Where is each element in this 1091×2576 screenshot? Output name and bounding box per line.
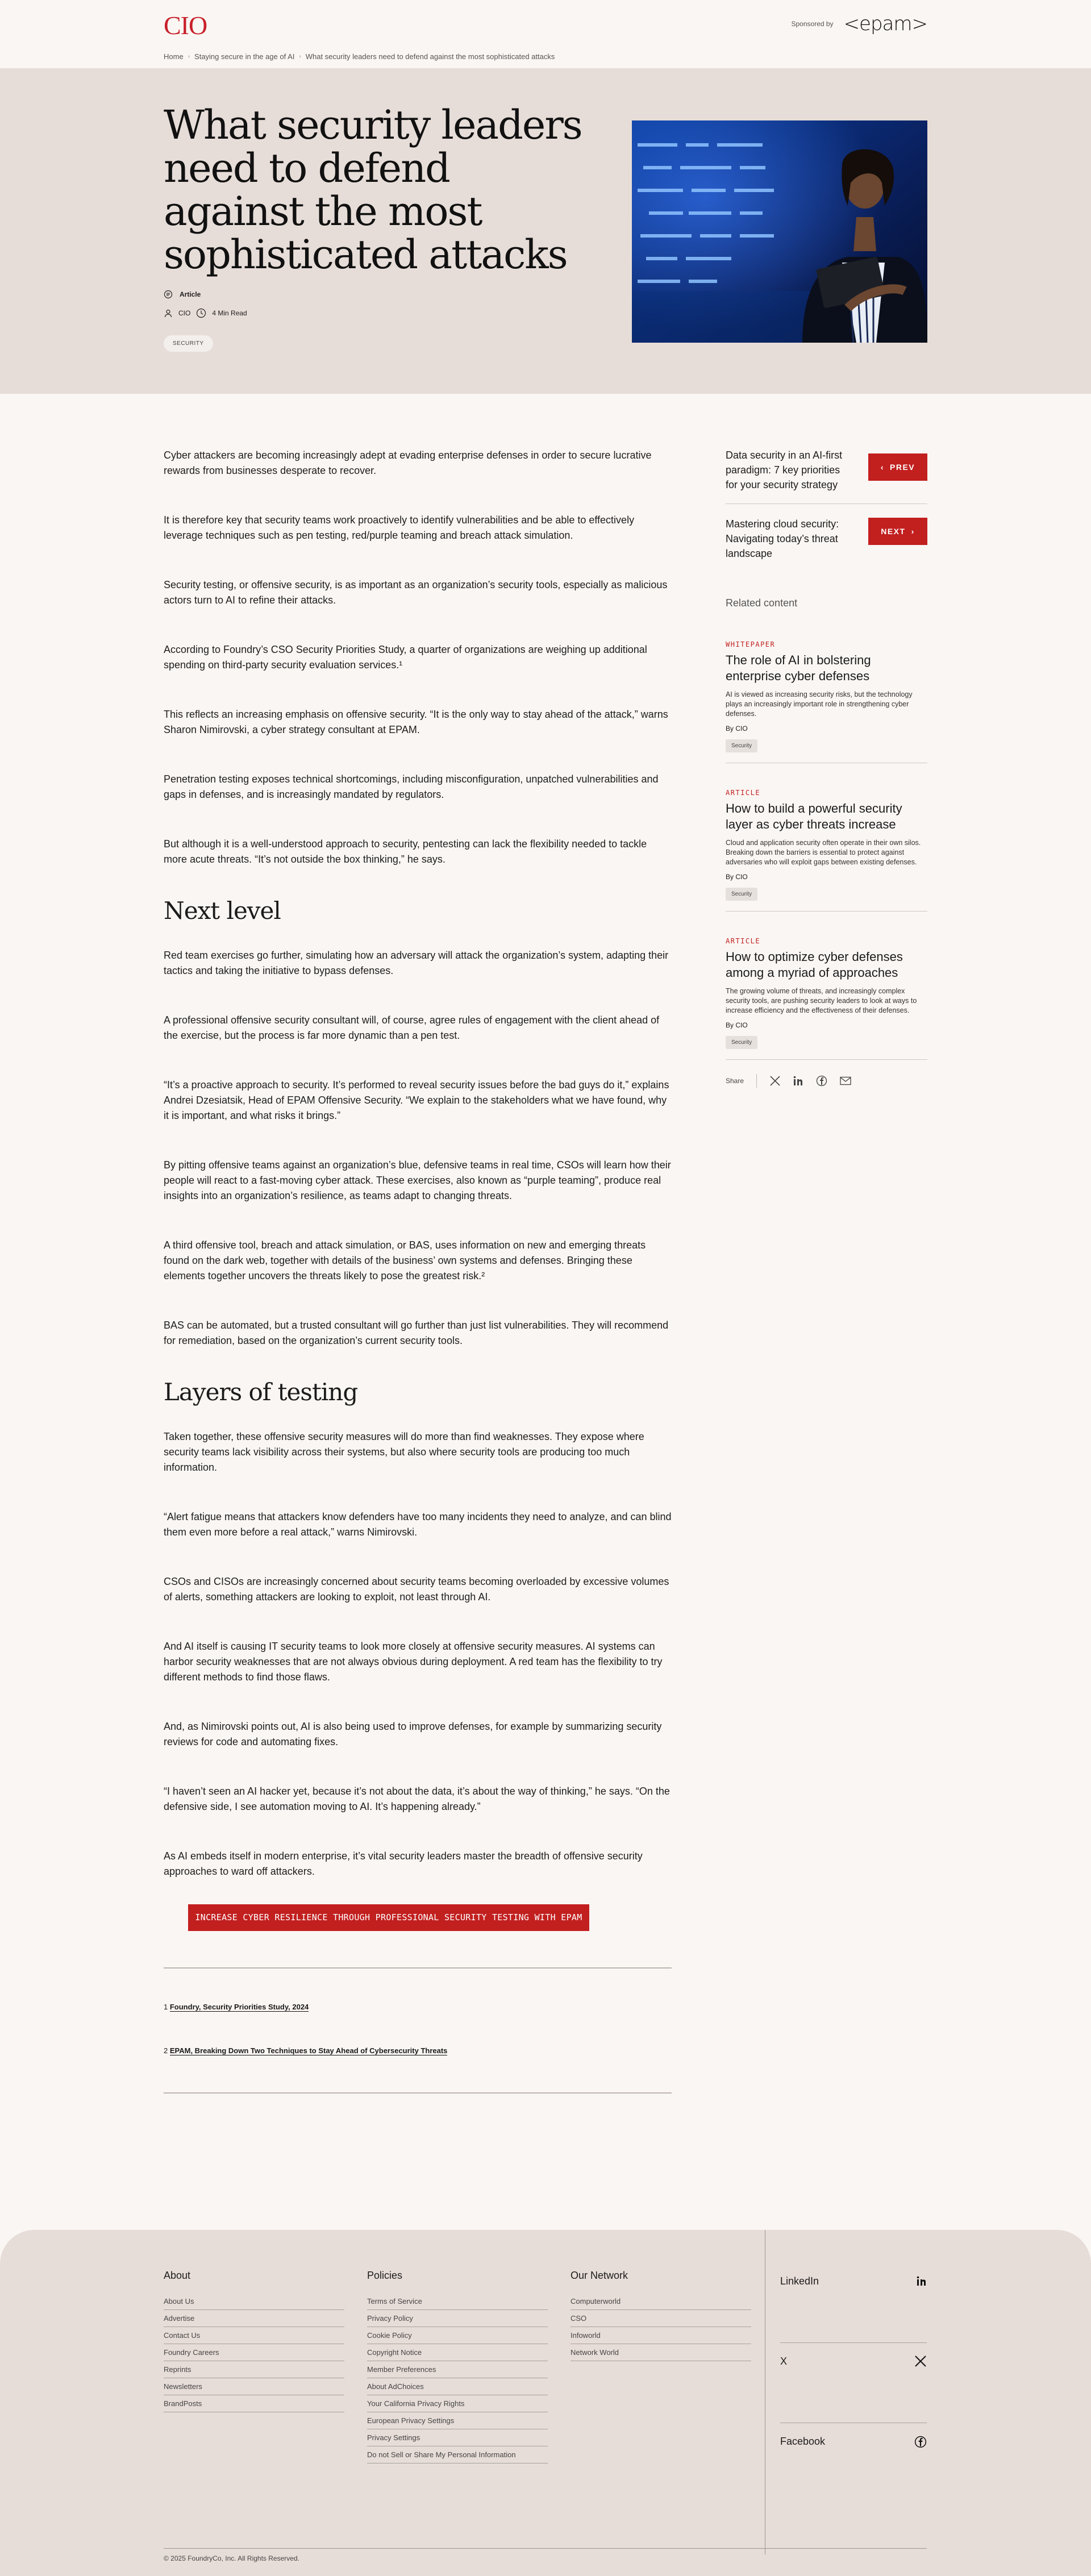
footer-link[interactable]: Network World (571, 2344, 751, 2361)
prev-article (726, 448, 927, 504)
footnote (164, 2046, 672, 2055)
card-description: AI is viewed as increasing security risks, but the technology plays an increasingly important role in strengthening cyber defenses. (726, 690, 913, 718)
author-icon (164, 309, 173, 318)
page-title: What security leaders need to defend against the most sophisticated attacks (164, 102, 582, 278)
footer-heading: About (164, 2270, 191, 2281)
next-article-title[interactable]: Mastering cloud security: Navigating today’s threat landscape (726, 518, 839, 559)
article-icon (164, 290, 173, 299)
divider (164, 1967, 672, 1969)
hero-image (632, 120, 927, 343)
card-byline: By CIO (726, 725, 748, 733)
footnote (164, 2003, 672, 2011)
footer-link[interactable]: Newsletters (164, 2378, 344, 2395)
footer-network (571, 2270, 751, 2463)
paragraph: “It’s a proactive approach to security. It’s performed to reveal security issues before the bad guys do it,” explains Andrei Dzesiatsik, Head of EPAM Offensive Security. “We explain to the stakeholders what we have found, why it is important, and what risks it brings.” (164, 1079, 669, 1121)
related-card[interactable] (726, 640, 927, 763)
server-room-illustration (632, 120, 927, 343)
footer-link[interactable]: Reprints (164, 2361, 344, 2378)
paragraph: CSOs and CISOs are increasingly concerned about security teams becoming overloaded by excessive volumes of alerts, something attackers are looking to exploit, not least through AI. (164, 1576, 669, 1603)
card-tag[interactable]: Security (726, 888, 757, 901)
chevron-right-icon: › (299, 53, 301, 60)
footer-link[interactable]: European Privacy Settings (367, 2412, 548, 2429)
card-kind: ARTICLE (726, 937, 761, 945)
paragraph: “I haven’t seen an AI hacker yet, because it’s not about the data, it’s about the way of thinking,” he says. “On the defensive side, I see automation moving to AI. It’s happening already.” (164, 1786, 670, 1812)
divider (164, 2092, 672, 2094)
linkedin-icon (917, 2276, 927, 2286)
card-byline: By CIO (726, 873, 748, 881)
cta-button[interactable]: INCREASE CYBER RESILIENCE THROUGH PROFESSIONAL SECURITY TESTING WITH EPAM (188, 1904, 589, 1931)
paragraph: Security testing, or offensive security, is as important as an organization’s security tools, especially as malicious actors turn to AI to refine their attacks. (164, 579, 668, 606)
card-kind: WHITEPAPER (726, 640, 776, 648)
prev-button[interactable] (868, 453, 927, 481)
section-heading: Next level (164, 897, 281, 925)
paragraph: As AI embeds itself in modern enterprise, it’s vital security leaders master the breadth of offensive security approaches to ward off attackers. (164, 1850, 643, 1877)
footer-link[interactable]: About Us (164, 2293, 344, 2310)
paragraph: It is therefore key that security teams work proactively to identify vulnerabilities and be able to effectively leverage techniques such as pen testing, red/purple teaming and breach attack simulation. (164, 514, 635, 541)
breadcrumb-collection[interactable]: Staying secure in the age of AI (194, 52, 295, 61)
chevron-right-icon: › (188, 53, 190, 60)
footer-link[interactable]: Terms of Service (367, 2293, 548, 2310)
content-type-label: Article (180, 290, 201, 298)
footer-policies (367, 2270, 548, 2463)
divider (756, 1074, 757, 1088)
paragraph: A professional offensive security consultant will, of course, agree rules of engagement with the client ahead of the exercise, but the process is far more dynamic than a pen test. (164, 1014, 660, 1041)
footer-link[interactable]: Cookie Policy (367, 2327, 548, 2344)
breadcrumb-current: What security leaders need to defend against the most sophisticated attacks (305, 52, 555, 61)
mail-icon[interactable] (840, 1076, 851, 1085)
chevron-left-icon: ‹ (880, 463, 885, 472)
paragraph: But although it is a well-understood approach to security, pentesting can lack the flexibility needed to tackle more acute threats. “It’s not outside the box thinking,” he says. (164, 838, 647, 865)
footer-link[interactable]: BrandPosts (164, 2395, 344, 2412)
footnote-number: 1 (164, 2003, 168, 2011)
paragraph: And, as Nimirovski points out, AI is also being used to improve defenses, for example by summarizing security reviews for code and automating fixes. (164, 1721, 662, 1747)
paragraph: “Alert fatigue means that attackers know defenders have too many incidents they need to analyze, and can blind them even more before a real attack,” warns Nimirovski. (164, 1511, 672, 1538)
footer-social (780, 2263, 927, 2503)
card-byline: By CIO (726, 1021, 748, 1029)
prev-label: PREV (890, 463, 915, 472)
x-icon[interactable] (769, 1075, 781, 1087)
card-description: Cloud and application security often operate in their own silos. Breaking down the barriers is essential to protect against adversaries who will exploit gaps between existing defenses. (726, 839, 921, 866)
content-type (164, 290, 201, 299)
breadcrumb (164, 44, 927, 68)
footnote-link[interactable]: EPAM, Breaking Down Two Techniques to Stay Ahead of Cybersecurity Threats (169, 2046, 448, 2055)
read-time: 4 Min Read (212, 309, 247, 317)
footer-link[interactable]: Do not Sell or Share My Personal Information (367, 2446, 548, 2463)
footer-heading: Our Network (571, 2270, 628, 2281)
related-card[interactable] (726, 789, 927, 912)
footer-link[interactable]: CSO (571, 2310, 751, 2327)
social-x[interactable] (780, 2343, 927, 2423)
footnote-number: 2 (164, 2046, 168, 2055)
footer-heading: Policies (367, 2270, 403, 2281)
social-label: X (780, 2355, 788, 2367)
card-kind: ARTICLE (726, 789, 761, 797)
next-article (726, 517, 927, 572)
footer-link[interactable]: Computerworld (571, 2293, 751, 2310)
sponsor-block (792, 13, 928, 35)
paragraph: A third offensive tool, breach and attack simulation, or BAS, uses information on new and emerging threats found on the dark web, together with details of the business’ own systems and defenses. Bringing these elements together uncovers the threats likely to pose the greatest risk.² (164, 1239, 646, 1281)
footer-link[interactable]: Contact Us (164, 2327, 344, 2344)
next-label: NEXT (881, 527, 906, 536)
card-tag[interactable]: Security (726, 739, 757, 752)
next-button[interactable] (868, 518, 927, 545)
footer-link[interactable]: About AdChoices (367, 2378, 548, 2395)
sidebar (726, 448, 927, 2094)
footer-columns (164, 2270, 751, 2463)
footer-about (164, 2270, 344, 2463)
card-description: The growing volume of threats, and increasingly complex security tools, are pushing security leaders to look at ways to increase efficiency and the effectiveness of their defenses. (726, 987, 917, 1014)
footnote-link[interactable]: Foundry, Security Priorities Study, 2024 (169, 2003, 309, 2011)
share-label: Share (726, 1077, 744, 1085)
hero (0, 68, 1091, 394)
footer-link[interactable]: Foundry Careers (164, 2344, 344, 2361)
cio-logo[interactable]: CIO (164, 11, 207, 40)
tag-security[interactable]: SECURITY (164, 335, 213, 352)
chevron-right-icon: › (911, 527, 915, 536)
social-label: LinkedIn (780, 2275, 819, 2287)
share-bar (726, 1074, 927, 1088)
copyright: © 2025 FoundryCo, Inc. All Rights Reserved. (164, 2548, 927, 2562)
paragraph: By pitting offensive teams against an organization’s blue, defensive teams in real time, CSOs will learn how their people will react to a fast-moving cyber attack. These exercises, also known as “purple teaming”, produce real insights into an organization’s resilience, as teams adapt to changing threats. (164, 1159, 671, 1201)
paragraph: Cyber attackers are becoming increasingly adept at evading enterprise defenses in order to secure lucrative rewards from businesses desperate to recover. (164, 450, 652, 476)
related-heading: Related content (726, 597, 798, 609)
sponsored-label: Sponsored by (791, 20, 834, 28)
prev-article-title[interactable]: Data security in an AI-first paradigm: 7 key priorities for your security strategy (726, 450, 843, 490)
card-title[interactable]: How to optimize cyber defenses among a myriad of approaches (726, 950, 903, 980)
section-heading: Layers of testing (164, 1378, 358, 1406)
facebook-icon (914, 2436, 927, 2448)
footer-link[interactable]: Privacy Settings (367, 2429, 548, 2446)
card-title[interactable]: The role of AI in bolstering enterprise cyber defenses (726, 653, 871, 683)
linkedin-icon[interactable] (793, 1076, 803, 1086)
social-label: Facebook (780, 2436, 826, 2447)
breadcrumb-home[interactable]: Home (164, 52, 184, 61)
social-facebook[interactable] (780, 2423, 927, 2503)
paragraph: This reflects an increasing emphasis on offensive security. “It is the only way to stay ahead of the attack,” warns Sharon Nimirovski, a cyber strategy consultant at EPAM. (164, 709, 668, 735)
x-icon (914, 2355, 927, 2367)
facebook-icon[interactable] (816, 1075, 827, 1087)
footer-link[interactable]: Member Preferences (367, 2361, 548, 2378)
paragraph: Red team exercises go further, simulating how an adversary will attack the organization’s system, adapting their tactics and taking the initiative to bypass defenses. (164, 950, 669, 976)
paragraph: BAS can be automated, but a trusted consultant will go further than just list vulnerabilities. They will recommend for remediation, based on the organization’s current security tools. (164, 1320, 669, 1346)
clock-icon (196, 308, 206, 318)
related-card[interactable] (726, 937, 927, 1060)
site-footer (0, 2230, 1091, 2576)
article-body (164, 448, 672, 2094)
footer-link[interactable]: Privacy Policy (367, 2310, 548, 2327)
paragraph: Penetration testing exposes technical shortcomings, including misconfiguration, unpatched vulnerabilities and gaps in defenses, and is increasingly mandated by regulators. (164, 773, 659, 800)
paragraph: According to Foundry’s CSO Security Priorities Study, a quarter of organizations are weighing up additional spending on third-party security evaluation services.¹ (164, 644, 647, 671)
footer-link[interactable]: Advertise (164, 2310, 344, 2327)
footer-link[interactable]: Copyright Notice (367, 2344, 548, 2361)
footer-link[interactable]: Your California Privacy Rights (367, 2395, 548, 2412)
social-linkedin[interactable] (780, 2263, 927, 2343)
card-title[interactable]: How to build a powerful security layer as cyber threats increase (726, 801, 902, 831)
author-name: CIO (178, 309, 191, 317)
site-header (0, 0, 1091, 68)
paragraph: Taken together, these offensive security measures will do more than find weaknesses. They expose where security teams lack visibility across their systems, but also where security tools are producing too much information. (164, 1431, 644, 1473)
card-tag[interactable]: Security (726, 1036, 757, 1049)
epam-logo[interactable]: <epam> (843, 13, 927, 35)
paragraph: And AI itself is causing IT security teams to look more closely at offensive security measures. AI systems can harbor security weaknesses that are not always obvious during deployment. A red team has the flexibility to try different methods to find those flaws. (164, 1641, 663, 1683)
article-meta (164, 308, 247, 318)
footer-link[interactable]: Infoworld (571, 2327, 751, 2344)
